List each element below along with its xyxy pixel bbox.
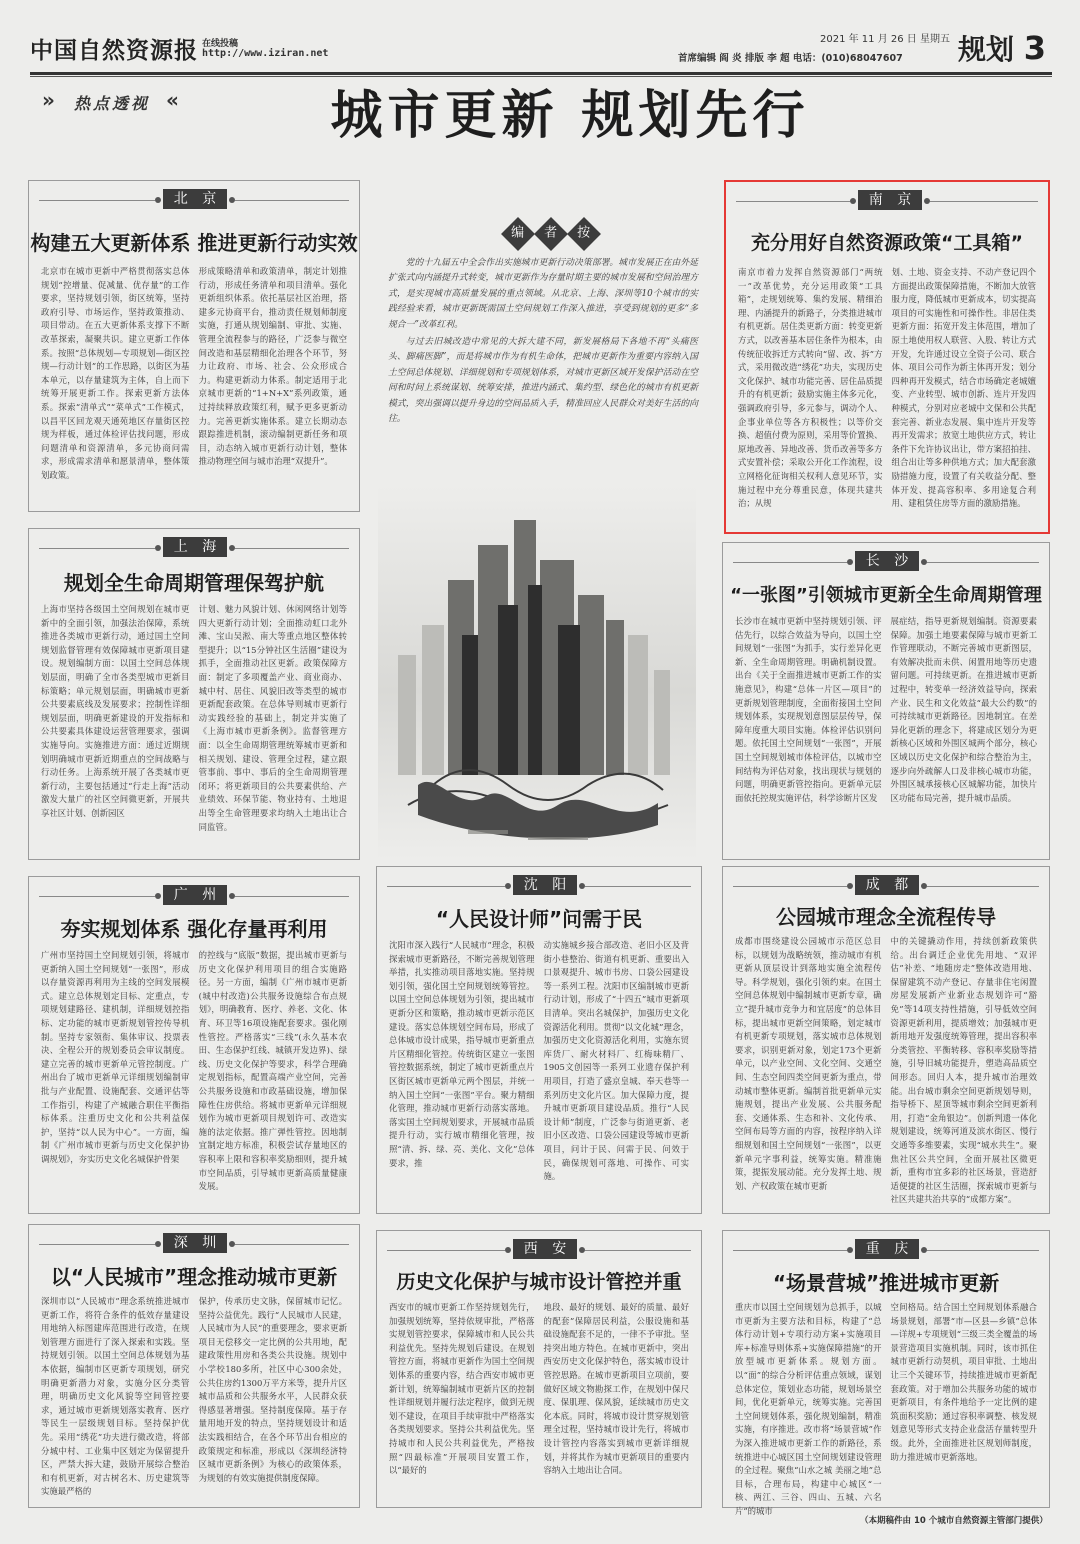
city-name: 深 圳 xyxy=(163,1233,227,1253)
article-body xyxy=(738,266,1036,528)
city-name: 沈 阳 xyxy=(513,875,577,895)
tag-dot-icon xyxy=(155,1241,161,1247)
city-name: 广 州 xyxy=(163,885,227,905)
newspaper-name: 中国自然资源报 xyxy=(30,37,198,64)
issue-date: 2021 年 11 月 26 日 星期五 xyxy=(820,34,950,45)
article-beijing xyxy=(28,180,360,512)
article-body xyxy=(389,1301,689,1501)
article-column: 的控线与“底版”数据，提出城市更新与历史文化保护利用项目的组合实施路径。另一方面，编制《广州市城市更新(城中村改造)公共服务设施综合布点规划》，明确教育、医疗、养老、文化、体育、环卫等16项设施配套要求。强化刚性管控。严格落实“三线”(永久基本农田、生态保护红线、城镇开发边界)、绿线、历史文化保护等要求，科学合理确定规划指标，配置高端产业空间，完善公共服务设施和市政基础设施，增加保障性住房供给。将城市更新单元详细规划作为城市更新项目规划许可、改造实施的法定依据。推广弹性管控。因地制宜制定地方标准，积极尝试存量地区的容积率上限和容积率奖励细则，提升城市空间品质，引导城市更新高质量健康发展。 xyxy=(198,950,347,1192)
tag-dot-icon xyxy=(505,883,511,889)
page-headline: 城市更新 规划先行 xyxy=(330,86,810,146)
column-title: 热点透视 xyxy=(74,94,151,113)
city-name: 南 京 xyxy=(858,190,922,210)
editor-note-badge xyxy=(506,222,596,246)
article-title: 充分用好自然资源政策“工具箱” xyxy=(751,232,1023,254)
article-column: 重庆市以国土空间规划为总抓手，以城市更新为主要方法和目标，构建了“总体行动计划+专项行动方案+实施项目库+标准导则体系+实施保障措施”的开放型城市更新体系。规划方面。以“面”的综合分析评估重点领域，谋划总体定位，策划业态功能，规划场景空间，优化更新单元，统筹实施。完善国土空间规划体系，强化规划编制，精准实施，有序推进。改市将“场景营城”作为深入推进城市更新工作的新路径，系统推进中心城区国土空间规划建设管理的全过程。聚焦“山水之城 美丽之地”总目标，合理布局，构建中心城区“一核、两江、三谷、四山、五城、六名片”的城市 xyxy=(735,1302,882,1516)
article-column: 南京市着力发挥自然资源部门“两统一”改革优势，充分运用政策“工具箱”，走规划统筹、集约发展、精细治理、内涵提升的新路子，分类推进城市有机更新。居住类更新方面：转变更新方式，以改善基本居住条件为根本，由传统征收拆迁方式转向“留、改、拆”方式，采用微改造“绣花”功夫，实现历史文化保护、城市功能完善、居住品质提升的有机更新；鼓励实施主体多元化，强调政府引导，多元参与，调动个人、企事业单位等各方积极性；以等价交换、超值付费为原则，采用等价置换、原地改善、异地改善、货币改善等多方式安置补偿；采取公开化工作流程，设立网格化征询相关权利人意见环节，实施过程中充分尊重民意，体现共建共治；从规 xyxy=(738,267,883,509)
city-name: 成 都 xyxy=(855,875,919,895)
article-body xyxy=(41,265,347,505)
article-shenyang xyxy=(376,866,702,1214)
article-body xyxy=(735,935,1037,1207)
article-body xyxy=(41,949,347,1207)
section-name: 规划 xyxy=(958,33,1015,66)
masthead-rule xyxy=(30,72,1052,75)
article-column: 地段、最好的规划、最好的质量、最好的配套”保障居民利益，公服设施和基础设施配套不足的，一律不予审批。坚持突出地方特色。在城市更新中，突出西安历史文化保护特色，落实城市设计管控思路。在城市更新项目立项前，要做好区域文物勘探工作，在规划中保尺度、保肌理、保风貌，延续城市历史文化本底。同时，将城市设计贯穿规划管理全过程，坚持城市设计先行，将城市设计管控内容落实到城市更新详细规划，并将其作为城市更新项目的重要内容纳入土地出让合同。 xyxy=(543,1302,689,1476)
city-name: 西 安 xyxy=(513,1239,577,1259)
city-tag xyxy=(29,1233,359,1255)
article-shenzhen xyxy=(28,1224,360,1508)
article-body xyxy=(735,1301,1037,1516)
tag-dot-icon xyxy=(850,198,856,204)
article-body xyxy=(389,939,689,1207)
city-tag xyxy=(29,537,359,559)
city-tag xyxy=(726,190,1048,212)
article-column: 广州市坚持国土空间规划引领，将城市更新纳入国土空间规划“一张图”，形成以存量资源再利用为主线的空间发展模式。建立总体规划定目标、定重点，专项规划建路径、建机制，详细规划控指标、定功能的城市更新规划管控传导机制。坚持专家领衔、集体审议、投票表决、全程公开的规划委员会审议制度。建立完善的城市更新单元管控制度。广州出台了城市更新单元详细规划编制审批与产业配置、设施配套、交通评估等工作指引，构建了产城融合职住平衡指标体系。注重历史文化和公共利益保护，坚持“以人民为中心”。一方面，编制《广州市城市更新与历史文化保护协调规划》，夯实历史文化名城保护骨架 xyxy=(41,950,190,1164)
article-column: 计划、魅力风貌计划、休闲网络计划等四大更新行动计划；全面推动虹口北外滩、宝山吴淞、南大等重点地区整体转型提升；以“15分钟社区生活圈”建设为抓手，全面推动社区更新。政策保障方面：制定了多项覆盖产业、商业商办、城中村、居住、风貌旧改等类型的城市更新配套政策。在总体导则城市更新行动实践经验的基础上，制定并实施了《上海市城市更新条例》。监督管理方面：以全生命周期管理统筹城市更新和相关规划、建设、管理全过程，建立跟管事前、事中、事后的全生命周期管理闭环；将更新项目的公共要素供给、产业绩效、环保节能、物业持有、土地退出等全生命管理要求均纳入土地出让合同监管。 xyxy=(198,604,347,832)
city-name: 长 沙 xyxy=(855,551,919,571)
city-name: 上 海 xyxy=(163,537,227,557)
article-title: 构建五大更新体系 推进更新行动实效 xyxy=(30,231,358,255)
masthead-rule-thin xyxy=(30,76,1052,77)
article-title: 历史文化保护与城市设计管控并重 xyxy=(396,1271,682,1293)
tag-dot-icon xyxy=(847,883,853,889)
tag-dot-icon xyxy=(847,559,853,565)
chevron-left-icon: « xyxy=(166,88,179,112)
editor-credits: 首席编辑 阎 炎 排版 李 超 电话：(010)68047607 xyxy=(678,53,903,64)
editor-note xyxy=(388,222,698,472)
article-column: 展症结，指导更新规划编制。资源要素保障。加强土地要素保障与城市更新工作管理联动，不断完善城市更新图层，有效解决批而未供、闲置用地等历史遗留问题。可持续更新。在推进城市更新过程中，转变单一经济效益导向，探索产业、民生和文化效益“最大公约数”的可持续城市更新路径。因地制宜。在差异化更新的理念下，将建成区划分为更新核心区域和外围区城两个部分，核心区域以历史文化保护和综合整治为主，逐步向外疏解人口及非核心城市功能，外围区城承接核心区城解功能，加快片区功能布局完善，提升城市品质。 xyxy=(890,616,1037,803)
source-footnote: （本期稿件由 10 个城市自然资源主管部门提供） xyxy=(860,1516,1048,1526)
article-column: 保护，传承历史文脉，保留城市记忆。坚持公益优先。践行“人民城市人民建，人民城市为人民”的重要理念，要求更新项目无偿移交一定比例的公共用地，配建政策性用房和各类公共设施。规划中小学校180多所，社区中心300余处，公共住房约1300万平方米等，提升片区城市品质和公共服务水平，人民群众获得感显著增强。坚持制度保障。基于存量用地开发的特点，坚持规划设计和适法实践相结合，在各个环节出台相应的政策规定和标准，形成以《深圳经济特区城市更新条例》为核心的政策体系，为规划的有效实施提供制度保障。 xyxy=(198,1296,347,1483)
article-title: “人民设计师”问需于民 xyxy=(435,907,643,931)
chevron-right-icon: » xyxy=(42,88,55,112)
page-number: 3 xyxy=(1023,29,1047,67)
article-body xyxy=(41,1295,347,1501)
article-title: 规划全生命周期管理保驾护航 xyxy=(64,571,324,595)
article-column: 长沙市在城市更新中坚持规划引领、评估先行，以综合效益为导向，以国土空间规划“一张图”为抓手，实行差异化更新、全生命周期管理。明确机制设置。出台《关于全面推进城市更新工作的实施意见》，构建“总体一片区—项目”的更新规划管理制度，全面衔接国土空间规划体系，实现规划意图层层传导，保障年度重大项目实施。体检评估识别问题。依托国土空间规划“一张图”，开展国土空间规划城市体检评估，以城市空间结构为评估对象，找出现状与规划的问题，明确更新管控指向。更新单元层面依托控规实施评估，科学诊断片区发 xyxy=(735,616,882,803)
city-name: 北 京 xyxy=(163,189,227,209)
article-column: 划、土地、资金支持、不动产登记四个方面提出政策保障措施，不断加大放管服力度，降低城市更新成本，切实提高项目的可实施性和可操作性。非居住类更新方面：拓宽开发主体范围，增加了原土地使用权人联营、入股、转让方式开发，允许通过设立全资子公司、联合体、项目公司作为新主体再开发；划分四种再开发模式，结合市场确定老城嬗变、产业转型、城市创新、连片开发四种模式，分别对应老城中文保和公共配套完善、新业态发展、集中连片开发等再开发需求；放宽土地供应方式，转让条件下允许协议出让，带方案招拍挂、组合出让等多种供地方式；加大配套激励措施力度，设置了有关收益分配、整体开发、提高容积率、多用途复合利用、建租赁住房等方面的激励措施。 xyxy=(891,267,1036,509)
article-title: 以“人民城市”理念推动城市更新 xyxy=(50,1265,338,1289)
tag-dot-icon xyxy=(847,1247,853,1253)
tag-dot-icon xyxy=(155,197,161,203)
article-column: 上海市坚持各级国土空间规划在城市更新中的全面引领，加强法治保障，系统推进各类城市更新行动，通过国土空间规划监督管理有效保障城市更新项目建设。规划编制方面：以国土空间总体规划层面，明确了全市各类型城市更新目标策略；单元规划层面，明确城市更新公共要素底线及发展要求；控制性详细规划层面，明确更新建设的开发指标和公共要素具体建设运营管理要求，强调实施导向。实施推进方面：通过近期规划明确城市更新近期重点的空间战略与行动任务。上海系统开展了各类城市更新行动，主要包括通过“行走上海”活动激发大量广的社区空间微更新，开展共享社区计划、创新园区 xyxy=(41,604,190,818)
tag-dot-icon xyxy=(155,893,161,899)
tag-dot-icon xyxy=(505,1247,511,1253)
article-column: 沈阳市深入践行“人民城市”理念，积极探索城市更新路径，不断完善规划管理举措，扎实推动项目落地实施。坚持规划引领，强化国土空间规划统筹管控。以国土空间总体规划为引领，提出城市更新分区和策略，推动城市更新示范区建设。落实总体规划空间布局，形成了总体城市设计成果，指导城市更新重点片区精细化管控。传统街区建立一张图管控数据系统，制定了城市更新重点片区街区城市更新单元两个图层，并统一纳入国土空间“一张图”平台。聚力精细化管理，推动城市更新行动落实落地。落实国土空间规划要求，开展城市品质提升行动，实行城市精细化管理，按照“清、拆、绿、亮、美化、文化”总体要求，推 xyxy=(389,940,535,1168)
article-column: 北京市在城市更新中严格贯彻落实总体规划“控增量、促减量、优存量”的工作要求，坚持规划引领，街区统筹，坚持政府引导、市场运作，坚持政策推动、项目带动。在五大更新体系支撑下不断改革探索，凝聚共识。建立更新工作体系。按照“总体规划—专项规划—街区控规—行动计划”的工作思路，以街区为基本单元，以存量建筑为主体，自上而下统筹开展更新工作。探索更新方法体系。探索“清单式”“菜单式”工作模式，以昌平区回龙观天通苑地区存量街区控规为样板，通过体检评估找问题，形成问题清单和资源清单，多元协商问需求，形成需求清单和愿景清单，整体策划政策。 xyxy=(41,266,190,480)
article-nanjing xyxy=(724,180,1050,534)
article-chongqing xyxy=(722,1230,1050,1516)
article-column: 西安市的城市更新工作坚持规划先行，加强规划统筹，坚持依规审批，严格落实规划管控要求，保障城市和人民公共利益优先。坚持先规划后建设。在规划管控方面，将城市更新作为国土空间规划体系的重要内容，结合西安市城市更新计划，统筹编制城市更新片区的控制性详细规划并履行法定程序，做到无规划不建设，在项目手续审批中严格落实各类规划要求。坚持公共利益优先。坚持城市和人民公共利益优先，严格按照“四最标准”开展项目安置工作，以“最好的 xyxy=(389,1302,535,1476)
badge-char: 者 xyxy=(544,225,558,241)
editor-note-paragraph: 与过去旧城改造中常见的大拆大建不同，新发展格局下各地不再“头痛医头、脚痛医脚”，而是将城市作为有机生命体，把城市更新作为重要内容纳入国土空间总体规划、详细规划和专项规划体系，对城市更新区域开发保护活动在空间和时间上系统谋划、统筹安排，推进内涵式、集约型、绿色化的城市有机更新模式，突出强调以提升身边的空间品质入手，精准回应人民群众对美好生活的向往。 xyxy=(388,337,698,425)
masthead xyxy=(30,28,1055,72)
article-title: 公园城市理念全流程传导 xyxy=(776,905,996,929)
article-shanghai xyxy=(28,528,360,860)
article-guangzhou xyxy=(28,876,360,1214)
city-tag xyxy=(29,885,359,907)
badge-char: 编 xyxy=(511,225,525,241)
article-column: 成都市围绕建设公园城市示范区总目标，以规划为战略统领，推动城市有机更新从顶层设计到落地实施全流程传导。科学规划，强化引领约束。在国土空间总体规划中编制城市更新专章，确立“提升城市竞争力和宜居度”的总体目标，提出城市更新空间策略，划定城市有机更新专项规划，落实城市总体规划要求，识别更新对象，划定173个更新单元，以产业空间、文化空间、交通空间、生态空间四类空间更新为重点，带动城市整体更新。编制首批更新单元实施规划，提出产业发展、公共服务配套、交通体系、生态和补、文化传承、空间布局等方面的内容，按程序纳入详细规划和国土空间规划“一张图”，以更新单元字事利益，统筹实施。精准施策，提振发展动能。充分发挥土地、规划、产权政策在城市更新 xyxy=(735,936,882,1191)
article-column: 空间格局。结合国土空间规划体系融合场景规划，部署“市—区县—乡镇”总体—详规+专项规划“三级三类全覆盖的场景营造项目实施机制。同时，该市抓住城市更新行动契机，项目审批、土地出让三个关键环节，持续推进城市更新配套政策。对于增加公共服务功能的城市更新项目，有条件地给予一定比例的建筑面积奖励；通过容积率调整、核发规划意见等形式支持企业盘活存量转型升级。此外，全面推进社区规划师制度，助力推进城市更新落地。 xyxy=(890,1302,1037,1462)
submission-label: 在线投稿 xyxy=(202,39,239,49)
city-name: 重 庆 xyxy=(855,1239,919,1259)
article-xian xyxy=(376,1230,702,1508)
article-body xyxy=(41,603,347,853)
website-url[interactable]: http://www.iziran.net xyxy=(202,48,329,59)
article-column: 形成策略清单和政策清单，制定计划推行动，形成任务清单和项目清单。强化更新组织体系。依托基层社区治理，搭建多元协商平台，推动责任规划师制度实施，打通从规划编制、审批、实施、管理全流程参与的路径，广泛参与微空间改造和基层精细化治理各个环节，努力让政府、市场、社会、公众形成合力。构建更新动力体系。制定适用于北京城市更新的“1+N+X”系列政策，通过持续释放政策红利，赋予更多更新动力。完善更新实施体系。建立长期动态跟踪推进机制，滚动编制更新任务和项目，动态纳入城市更新行动计划，整体推动物理空间与城市治理“双提升”。 xyxy=(198,266,347,467)
city-tag xyxy=(377,1239,701,1261)
article-title: “一张图”引领城市更新全生命周期管理 xyxy=(730,585,1042,606)
editor-note-text xyxy=(388,256,698,429)
tag-dot-icon xyxy=(155,545,161,551)
article-title: “场景营城”推进城市更新 xyxy=(772,1271,1000,1295)
badge-char: 按 xyxy=(577,225,591,241)
article-column: 中的关键撬动作用，持续创新政策供给。出台调迁企业优先用地、“双评估”补差、“地随房走”整体改造用地、保留建筑不动产登记、存量非住宅闲置房屋发展新产业新业态规划许可“豁免”等14项支持性措施，引导低效空间资源更新利用，提质增效；加强城市更新用地开发强度统筹管理，提出容积率分类管控、平衡转移、容积率奖励等措施，引导旧城功能提升，塑造高品质空间形态。回归人本，提升城市治理效能。出台城市剩余空间更新规划导则，指导桥下、屋顶等城市剩余空间更新利用，打造“金角银边”。创新判遗一体化规划建设，统筹河道及滨水街区、慢行交通等多维要素，实现“城水共生”。聚焦社区公共空间，全面开展社区微更新，重构市宜多彩的社区场景，营造舒适便捷的社区生活圈，探索城市更新与社区共建共治共享的“成都方案”。 xyxy=(890,936,1037,1205)
city-tag xyxy=(377,875,701,897)
section-page-label xyxy=(958,28,1046,68)
city-tag xyxy=(723,551,1049,573)
editor-note-paragraph: 党的十九届五中全会作出实施城市更新行动决策部署。城市发展正在由外延扩张式向内涵提升式转变，城市更新作为存量时期主要的城市发展和空间治理方式，是实现城市高质量发展的重点领域。从北京、上海、深圳等10个城市的实践经验来看，城市更新既需国土空间规划工作深入推进，享受到规划的更多“多规合一”改革红利。 xyxy=(388,258,698,330)
article-column: 深圳市以“人民城市”理念系统推进城市更新工作，将符合条件的低效存量建设用地纳入标图建库范围进行改造，在规划管理方面进行了深入探索和实践。坚持规划引领。以国土空间总体规划为基本依据，编制市区更新专项规划，研究明确更新潜力对象，实施分区分类管理，明确历史文化风貌等空间管控要求，通过城市更新规划落实教育、医疗等民生一层级规划目标。坚持保护优先。采用“绣花”功夫进行微改造，将部分城中村、工业集中区划定为保留提升区，严禁大拆大建，鼓励开展综合整治和有机更新，对古树名木、历史建筑等实施最严格的 xyxy=(41,1296,190,1497)
city-tag xyxy=(29,189,359,211)
article-chengdu xyxy=(722,866,1050,1214)
article-body xyxy=(735,615,1037,853)
article-title: 夯实规划体系 强化存量再利用 xyxy=(60,917,328,941)
column-label xyxy=(38,88,188,114)
city-tag xyxy=(723,875,1049,897)
city-tag xyxy=(723,1239,1049,1261)
article-column: 动实施城乡接合部改造、老旧小区及背街小巷整治、街道有机更新、重要出入口景观提升、城市书房、口袋公园建设等一系列工程。沈阳市区编制城市更新行动计划，形成了“十四五”城市更新项目清单。突出名城保护，加强历史文化资源活化利用。贯彻“以文化城”理念，加强历史文化资源活化利用，实施东贸库货厂、耐火材料厂、红梅味精厂、1905文创园等一系列工业遗存保护利用项目，打造了盛京皇城、奉天巷等一系列历史文化片区。加大保障力度，提升城市更新项目建设品质。推行“人民设计师”制度，广泛参与街道更新、老旧小区改造、口袋公园建设等城市更新项目，问计于民、问需于民、问效于民，确保规划可落地、可操作、可实施。 xyxy=(543,940,689,1182)
city-skyline-illustration xyxy=(378,485,696,860)
article-changsha xyxy=(722,542,1050,860)
